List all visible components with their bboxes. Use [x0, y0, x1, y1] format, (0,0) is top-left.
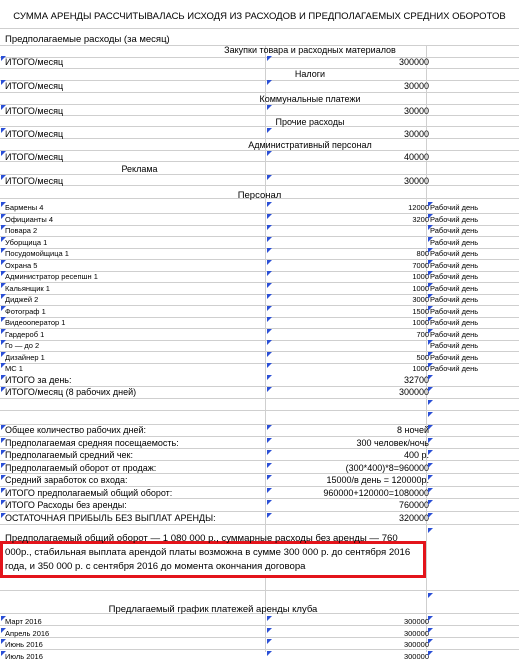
comment-marker [1, 639, 6, 644]
comment-marker [267, 175, 272, 180]
comment-marker [1, 500, 6, 505]
comment-marker [267, 306, 272, 311]
staff-unit: Рабочий день [430, 306, 479, 316]
grid-row-line [0, 28, 519, 29]
comment-marker [1, 616, 6, 621]
comment-marker [1, 237, 6, 242]
summary-label: ИТОГО Расходы без аренды: [5, 500, 127, 510]
section-total-label: ИТОГО/месяц [5, 152, 64, 162]
staff-unit: Рабочий день [430, 352, 479, 362]
comment-marker [1, 352, 6, 357]
staff-name: Бармены 4 [5, 203, 44, 212]
comment-marker [428, 593, 433, 598]
staff-heading: Персонал [237, 190, 282, 201]
staff-name: МС 1 [5, 364, 23, 373]
comment-marker [428, 628, 433, 633]
comment-marker [267, 363, 272, 368]
grid-row-line [0, 80, 519, 81]
comment-marker [1, 260, 6, 265]
section-total-label: ИТОГО/месяц [5, 106, 64, 116]
comment-marker [1, 317, 6, 322]
comment-marker [1, 450, 6, 455]
comment-marker [428, 651, 433, 656]
comment-marker [428, 329, 433, 334]
comment-marker [1, 340, 6, 345]
comment-marker [1, 375, 6, 380]
comment-marker [428, 283, 433, 288]
staff-rate: 7000 [412, 260, 429, 270]
comment-marker [1, 294, 6, 299]
comment-marker [1, 475, 6, 480]
comment-marker [267, 475, 272, 480]
comment-marker [267, 639, 272, 644]
summary-value: 15000/в день = 120000р. [326, 475, 429, 485]
summary-label: Общее количество рабочих дней: [5, 425, 147, 435]
comment-marker [267, 271, 272, 276]
grid-row-line [0, 115, 519, 116]
comment-marker [267, 214, 272, 219]
section-total-value: 30000 [403, 129, 429, 139]
grid-row-line [0, 637, 519, 638]
schedule-month: Март 2016 [5, 617, 42, 626]
section-total-value: 30000 [403, 176, 429, 186]
comment-marker [428, 352, 433, 357]
staff-unit: Рабочий день [430, 203, 479, 212]
section-total-label: ИТОГО/месяц [5, 57, 64, 67]
comment-marker [428, 639, 433, 644]
staff-name: Го — до 2 [5, 341, 40, 350]
comment-marker [428, 528, 433, 533]
comment-marker [428, 294, 433, 299]
grid-row-line [0, 649, 519, 650]
comment-marker [428, 248, 433, 253]
staff-unit: Рабочий день [430, 272, 479, 281]
staff-rate: 1000 [412, 364, 429, 373]
comment-marker [428, 387, 433, 392]
summary-value: 8 ночей [396, 425, 429, 435]
comment-marker [428, 225, 433, 230]
staff-unit: Рабочий день [430, 318, 479, 327]
summary-value: 320000 [398, 512, 429, 523]
comment-marker [1, 463, 6, 468]
comment-marker [267, 651, 272, 656]
comment-marker [1, 513, 6, 518]
comment-marker [1, 438, 6, 443]
section-total-value: 30000 [403, 106, 429, 116]
comment-marker [1, 175, 6, 180]
comment-marker [267, 450, 272, 455]
comment-marker [267, 500, 272, 505]
comment-marker [267, 463, 272, 468]
comment-marker [1, 80, 6, 85]
comment-marker [428, 237, 433, 242]
summary-value: 760000 [398, 500, 429, 510]
summary-value: 300 человек/ночь [356, 437, 429, 448]
comment-marker [267, 387, 272, 392]
staff-name: Повара 2 [5, 226, 38, 235]
comment-marker [267, 488, 272, 493]
staff-name: Кальянщик 1 [5, 283, 50, 293]
comment-marker [428, 214, 433, 219]
staff-unit: Рабочий день [430, 329, 479, 339]
comment-marker [267, 105, 272, 110]
comment-marker [428, 500, 433, 505]
comment-marker [267, 283, 272, 288]
comment-marker [1, 128, 6, 133]
comment-marker [428, 513, 433, 518]
comment-marker [1, 387, 6, 392]
summary-value: (300*400)*8=960000 [345, 462, 429, 473]
comment-marker [1, 105, 6, 110]
schedule-heading: Предлагаемый график платежей аренды клуба [108, 604, 318, 615]
comment-marker [267, 340, 272, 345]
comment-marker [267, 352, 272, 357]
staff-name: Администратор ресепшн 1 [5, 272, 98, 281]
comment-marker [1, 248, 6, 253]
comment-marker [1, 283, 6, 288]
schedule-month: Июль 2016 [5, 651, 43, 661]
comment-marker [428, 616, 433, 621]
staff-unit: Рабочий день [430, 295, 479, 304]
comment-marker [267, 80, 272, 85]
summary-label: ОСТАТОЧНАЯ ПРИБЫЛЬ БЕЗ ВЫПЛАТ АРЕНДЫ: [5, 512, 216, 523]
comment-marker [428, 400, 433, 405]
comment-marker [428, 438, 433, 443]
comment-marker [1, 202, 6, 207]
schedule-amount: 300000 [403, 651, 429, 661]
comment-marker [1, 214, 6, 219]
comment-marker [1, 488, 6, 493]
comment-marker [267, 260, 272, 265]
comment-marker [267, 128, 272, 133]
staff-rate: 700 [416, 329, 429, 339]
comment-marker [428, 306, 433, 311]
staff-rate: 800 [416, 249, 429, 258]
comment-marker [267, 151, 272, 156]
grid-row-line [0, 524, 519, 525]
staff-name: Посудомойщица 1 [5, 249, 69, 258]
page-title: СУММА АРЕНДЫ РАССЧИТЫВАЛАСЬ ИСХОДЯ ИЗ РАСХОДОВ И ПРЕДПОЛАГАЕМЫХ СРЕДНИХ ОБОРОТОВ [13, 11, 506, 22]
comment-marker [267, 248, 272, 253]
staff-rate: 3200 [412, 214, 429, 224]
section-heading: Прочие расходы [275, 117, 345, 127]
comment-marker [428, 475, 433, 480]
schedule-amount: 300000 [403, 628, 429, 638]
comment-marker [1, 151, 6, 156]
total-label: ИТОГО за день: [5, 375, 72, 385]
comment-marker [267, 56, 272, 61]
expenses-header: Предполагаемые расходы (за месяц) [5, 34, 170, 45]
grid-row-line [0, 398, 519, 399]
comment-marker [267, 317, 272, 322]
comment-marker [267, 202, 272, 207]
section-heading: Налоги [294, 69, 326, 79]
comment-marker [267, 513, 272, 518]
staff-unit: Рабочий день [430, 214, 479, 224]
staff-rate: 1500 [412, 306, 429, 316]
comment-marker [428, 271, 433, 276]
staff-name: Охрана 5 [5, 260, 38, 270]
section-heading: Коммунальные платежи [259, 94, 361, 104]
section-total-label: ИТОГО/месяц [5, 81, 64, 91]
section-total-value: 300000 [398, 57, 429, 67]
comment-marker [1, 651, 6, 656]
comment-marker [428, 412, 433, 417]
grid-row-line [0, 185, 519, 186]
staff-rate: 12000 [408, 203, 429, 212]
staff-unit: Рабочий день [430, 260, 479, 270]
staff-name: Фотограф 1 [5, 306, 46, 316]
summary-label: ИТОГО предполагаемый общий оборот: [5, 487, 173, 498]
schedule-month: Апрель 2016 [5, 628, 50, 638]
comment-marker [1, 271, 6, 276]
comment-marker [428, 425, 433, 430]
comment-marker [428, 450, 433, 455]
summary-value: 960000+120000=1080000 [323, 487, 429, 498]
section-total-label: ИТОГО/месяц [5, 176, 64, 186]
section-total-label: ИТОГО/месяц [5, 129, 64, 139]
summary-label: Предполагаемый оборот от продаж: [5, 462, 157, 473]
grid-row-line [0, 92, 519, 93]
grid-row-line [0, 625, 519, 626]
summary-label: Средний заработок со входа: [5, 475, 128, 485]
comment-marker [428, 363, 433, 368]
comment-marker [267, 225, 272, 230]
summary-value: 400 р. [403, 450, 429, 460]
comment-marker [428, 375, 433, 380]
staff-rate: 1000 [412, 272, 429, 281]
staff-unit: Рабочий день [430, 249, 479, 258]
comment-marker [267, 237, 272, 242]
staff-name: Официанты 4 [5, 214, 54, 224]
staff-name: Уборщица 1 [5, 237, 48, 247]
schedule-amount: 300000 [403, 617, 429, 626]
staff-unit: Рабочий день [430, 364, 479, 373]
grid-row-line [0, 138, 519, 139]
comment-marker [428, 260, 433, 265]
comment-marker [267, 294, 272, 299]
grid-row-line [0, 410, 519, 411]
comment-marker [267, 375, 272, 380]
section-heading: Реклама [121, 164, 158, 174]
comment-marker [428, 202, 433, 207]
total-value: 300000 [398, 387, 429, 397]
section-heading: Административный персонал [248, 140, 372, 150]
staff-name: Дизайнер 1 [5, 352, 45, 362]
comment-marker [1, 425, 6, 430]
comment-marker [428, 340, 433, 345]
comment-marker [267, 425, 272, 430]
summary-label: Предполагаемый средний чек: [5, 450, 133, 460]
schedule-amount: 300000 [403, 640, 429, 649]
section-heading: Закупки товара и расходных материалов [224, 45, 396, 55]
comment-marker [1, 225, 6, 230]
staff-unit: Рабочий день [430, 341, 479, 350]
comment-marker [267, 616, 272, 621]
comment-marker [267, 438, 272, 443]
section-total-value: 30000 [403, 81, 429, 91]
total-label: ИТОГО/месяц (8 рабочих дней) [5, 387, 137, 397]
comment-marker [1, 628, 6, 633]
comment-marker [428, 317, 433, 322]
comment-marker [428, 463, 433, 468]
comment-marker [1, 329, 6, 334]
staff-name: Видеооператор 1 [5, 318, 66, 327]
staff-rate: 1000 [412, 283, 429, 293]
comment-marker [1, 306, 6, 311]
summary-label: Предполагаемая средняя посещаемость: [5, 437, 179, 448]
staff-rate: 500 [416, 352, 429, 362]
comment-marker [1, 56, 6, 61]
comment-marker [428, 488, 433, 493]
schedule-month: Июнь 2016 [5, 640, 43, 649]
grid-row-line [0, 57, 519, 58]
comment-marker [267, 329, 272, 334]
grid-row-line [0, 161, 519, 162]
staff-unit: Рабочий день [430, 237, 479, 247]
section-total-value: 40000 [403, 152, 429, 162]
comment-marker [1, 363, 6, 368]
staff-unit: Рабочий день [430, 226, 479, 235]
staff-rate: 3000 [412, 295, 429, 304]
rent-note: Предполагаемый общий оборот — 1 080 000 р., суммарные расходы без аренды — 760 000р., стабильная выплата арендой платы возможна в сумме 300 000 р. до сентября 2016 года, и 350 000 р. с сентября 2016 до момента окончания договора [5, 533, 411, 572]
staff-unit: Рабочий день [430, 283, 479, 293]
grid-row-line [0, 590, 519, 591]
staff-name: Диджей 2 [5, 295, 39, 304]
total-value: 32700 [403, 375, 429, 385]
staff-rate: 1000 [412, 318, 429, 327]
comment-marker [267, 628, 272, 633]
staff-name: Гардероб 1 [5, 329, 45, 339]
